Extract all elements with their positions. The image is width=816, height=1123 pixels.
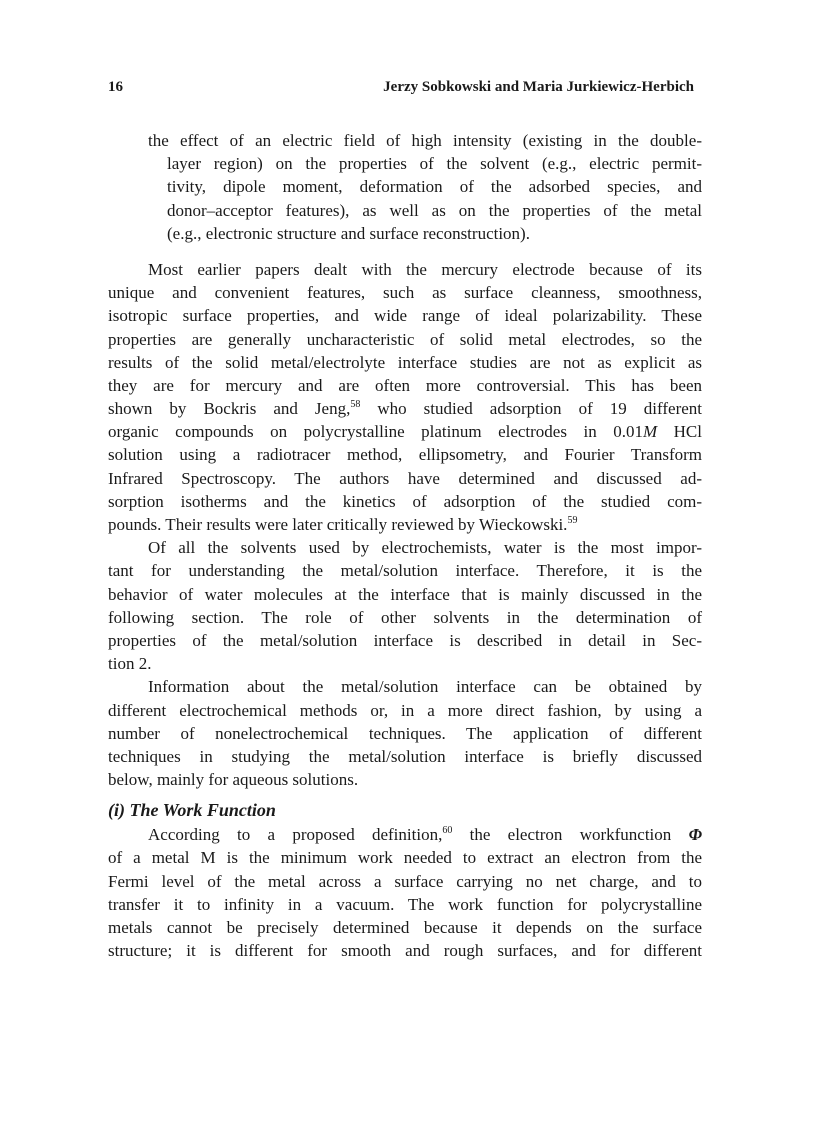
text-run: transfer it to infinity in a vacuum. The work function for polycrystalline xyxy=(108,894,702,914)
text-run: tion 2. xyxy=(108,654,152,674)
text-run: results of the solid metal/electrolyte interface studies are not as explicit as xyxy=(108,352,702,372)
running-header-authors: Jerzy Sobkowski and Maria Jurkiewicz-Herbich xyxy=(383,79,694,95)
text-line xyxy=(108,351,702,374)
text-run: isotropic surface properties, and wide range of ideal polarizability. These xyxy=(108,306,702,326)
paragraph xyxy=(108,129,702,245)
text-run: Most earlier papers dealt with the mercury electrode because of its xyxy=(148,259,702,279)
text-run: unique and convenient features, such as surface cleanness, smoothness, xyxy=(108,283,702,303)
text-run: the electron workfunction xyxy=(452,825,689,845)
text-run: Information about the metal/solution interface can be obtained by xyxy=(148,677,702,697)
text-run: donor–acceptor features), as well as on the properties of the metal xyxy=(167,200,702,220)
paragraph xyxy=(108,823,702,962)
text-run: (e.g., electronic structure and surface reconstruction). xyxy=(167,223,530,243)
text-line xyxy=(108,420,702,443)
text-line xyxy=(108,129,702,152)
text-line xyxy=(108,823,702,846)
text-run: shown by Bockris and Jeng, xyxy=(108,399,351,419)
section-heading: (i) The Work Function xyxy=(108,800,276,821)
text-run: of a metal M is the minimum work needed to extract an electron from the xyxy=(108,848,702,868)
text-line xyxy=(108,490,702,513)
text-run: Infrared Spectroscopy. The authors have determined and discussed ad- xyxy=(108,468,702,488)
text-run: number of nonelectrochemical techniques. The application of different xyxy=(108,723,702,743)
text-run: properties of the metal/solution interface is described in detail in Sec- xyxy=(108,630,702,650)
text-run: metals cannot be precisely determined because it depends on the surface xyxy=(108,918,702,937)
text-line xyxy=(108,606,702,629)
footnote-reference: 59 xyxy=(567,515,578,526)
text-run: Fermi level of the metal across a surface carrying no net charge, and to xyxy=(108,871,702,891)
text-run: structure; it is different for smooth and rough surfaces, and for different xyxy=(108,941,702,961)
text-line xyxy=(108,397,702,420)
text-line xyxy=(108,258,702,281)
text-line xyxy=(108,304,702,327)
text-line xyxy=(108,281,702,304)
text-line xyxy=(108,467,702,490)
footnote-reference: 60 xyxy=(442,825,453,837)
text-line xyxy=(108,222,702,245)
text-run: layer region) on the properties of the solvent (e.g., electric permit- xyxy=(167,154,702,174)
text-line xyxy=(108,652,702,675)
text-run: solution using a radiotracer method, ellipsometry, and Fourier Transform xyxy=(108,445,702,465)
paragraph xyxy=(108,258,702,536)
text-line xyxy=(108,513,702,536)
text-run: different electrochemical methods or, in a more direct fashion, by using a xyxy=(108,700,702,720)
text-run: techniques in studying the metal/solution interface is briefly discussed xyxy=(108,746,702,766)
text-line xyxy=(108,175,702,198)
text-run: behavior of water molecules at the interface that is mainly discussed in the xyxy=(108,584,702,604)
text-run: sorption isotherms and the kinetics of adsorption of the studied com- xyxy=(108,491,702,511)
text-run: they are for mercury and are often more controversial. This has been xyxy=(108,375,702,395)
text-run: HCl xyxy=(657,422,702,442)
text-line xyxy=(108,768,702,791)
text-line xyxy=(108,152,702,175)
text-run: who studied adsorption of 19 different xyxy=(360,399,702,419)
text-line xyxy=(108,893,702,916)
text-line xyxy=(108,536,702,559)
page-number: 16 xyxy=(108,79,123,95)
text-run: tant for understanding the metal/solution interface. Therefore, it is the xyxy=(108,561,702,581)
text-line xyxy=(108,699,702,722)
text-run: pounds. Their results were later critically reviewed by Wieckowski. xyxy=(108,515,568,534)
text-line xyxy=(108,583,702,606)
text-run: below, mainly for aqueous solutions. xyxy=(108,770,359,790)
italic-unit: M xyxy=(642,422,658,442)
text-run: following section. The role of other solvents in the determination of xyxy=(108,607,702,627)
text-run: organic compounds on polycrystalline platinum electrodes in 0.01 xyxy=(108,422,643,442)
text-run: tivity, dipole moment, deformation of the adsorbed species, and xyxy=(167,177,702,197)
page-body xyxy=(108,129,702,962)
text-line xyxy=(108,328,702,351)
text-line xyxy=(108,629,702,652)
footnote-reference: 58 xyxy=(350,399,361,411)
text-line xyxy=(108,870,702,893)
paragraph xyxy=(108,536,702,675)
text-run: properties are generally uncharacteristic of solid metal electrodes, so the xyxy=(108,329,702,349)
text-run: Of all the solvents used by electrochemists, water is the most impor- xyxy=(148,538,702,558)
text-line xyxy=(108,939,702,962)
text-line xyxy=(108,846,702,869)
text-run: According to a proposed definition, xyxy=(148,825,443,845)
text-line xyxy=(108,559,702,582)
paragraph xyxy=(108,675,702,791)
phi-symbol: Φ xyxy=(688,825,702,845)
text-line xyxy=(108,199,702,222)
text-line xyxy=(108,675,702,698)
text-line xyxy=(108,722,702,745)
text-line xyxy=(108,374,702,397)
text-run: the effect of an electric field of high intensity (existing in the double- xyxy=(148,131,702,150)
text-line xyxy=(108,443,702,466)
text-line xyxy=(108,916,702,939)
text-line xyxy=(108,745,702,768)
